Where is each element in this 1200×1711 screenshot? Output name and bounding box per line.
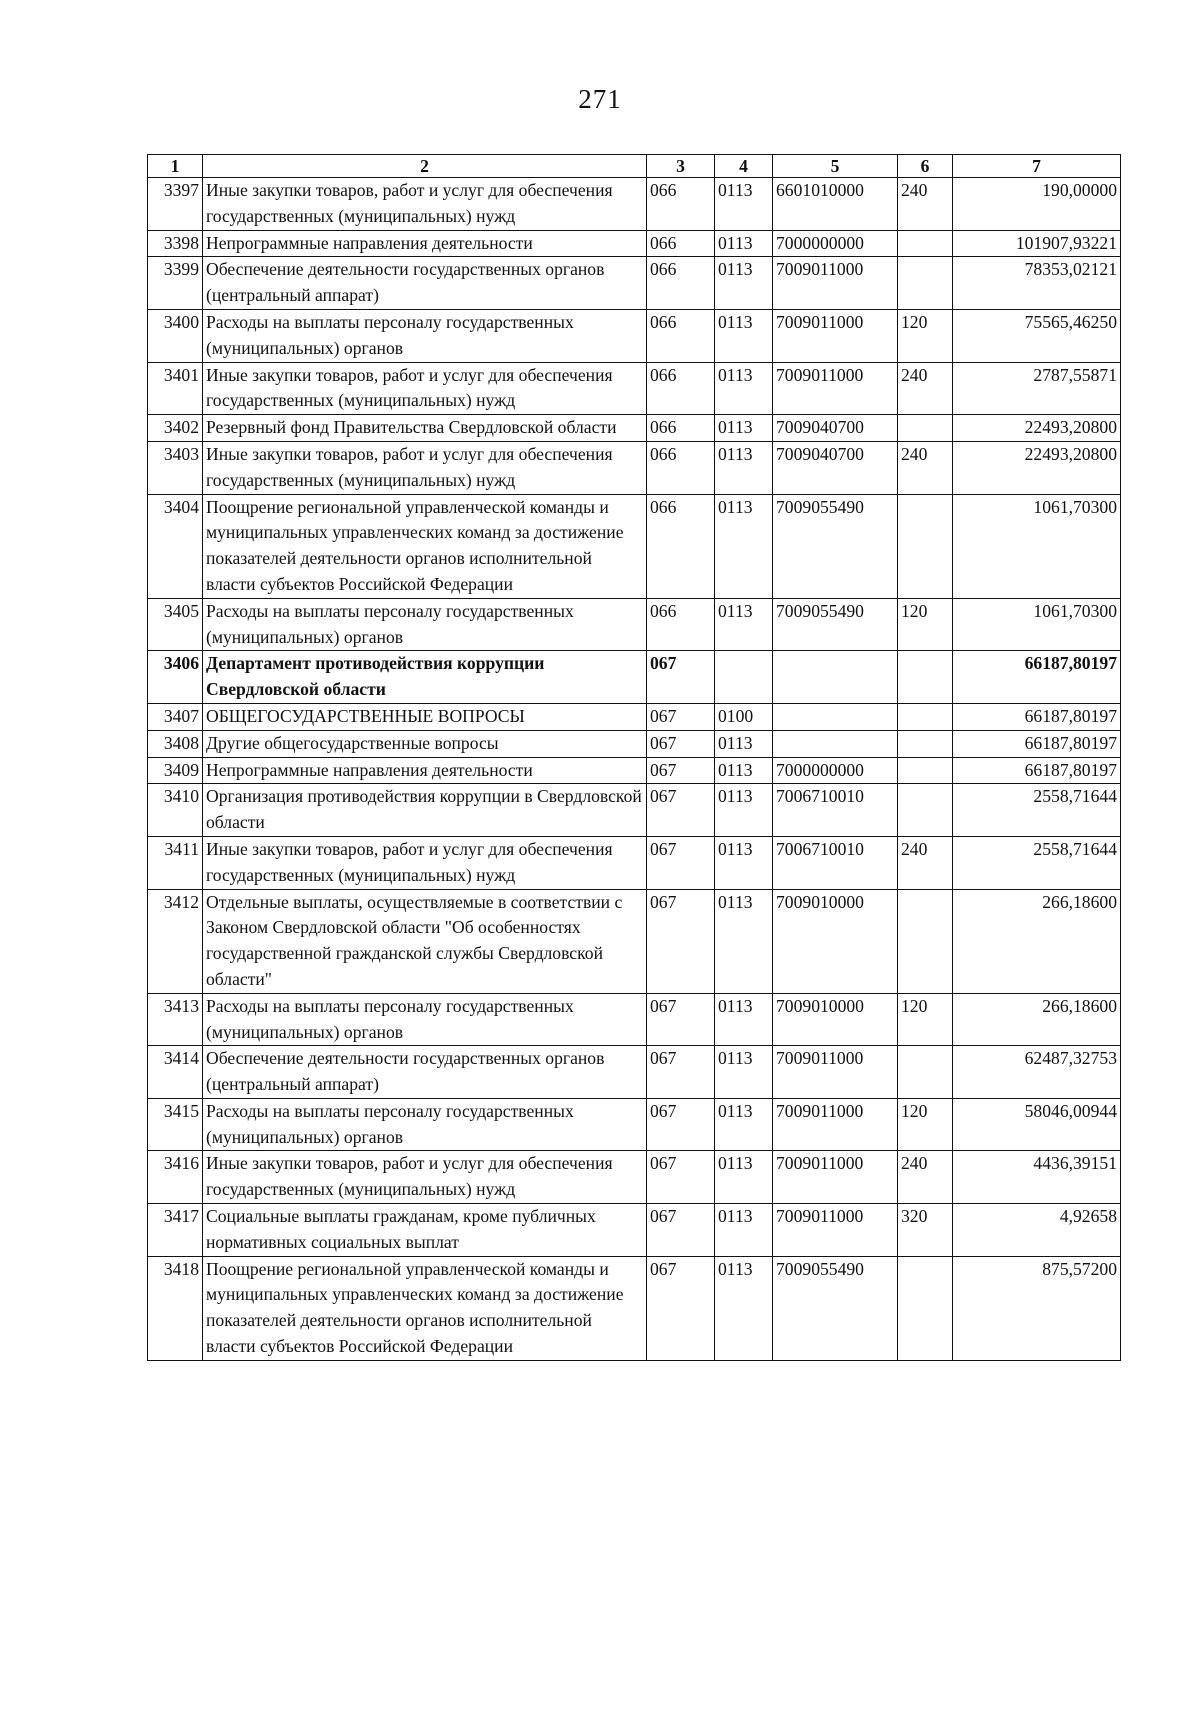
target-article-code: [773, 703, 898, 730]
expense-name: Непрограммные направления деятельности: [203, 230, 647, 257]
target-article-code: 7009010000: [773, 993, 898, 1046]
expense-type-code: [898, 257, 953, 310]
section-code: 0113: [715, 598, 773, 651]
expense-name: Иные закупки товаров, работ и услуг для обеспечения государственных (муниципальных) нужд: [203, 362, 647, 415]
target-article-code: 6601010000: [773, 178, 898, 231]
section-code: [715, 651, 773, 704]
expense-type-code: 120: [898, 598, 953, 651]
row-number: 3408: [148, 730, 203, 757]
row-number: 3416: [148, 1151, 203, 1204]
table-row: [148, 598, 1121, 651]
row-number: 3401: [148, 362, 203, 415]
table-row: [148, 230, 1121, 257]
header-col-3: 3: [647, 155, 715, 178]
target-article-code: 7009011000: [773, 1098, 898, 1151]
amount: 875,57200: [953, 1256, 1121, 1360]
expense-name: Расходы на выплаты персоналу государственных (муниципальных) органов: [203, 598, 647, 651]
header-col-6: 6: [898, 155, 953, 178]
amount: 22493,20800: [953, 441, 1121, 494]
section-code: 0113: [715, 1151, 773, 1204]
department-code: 066: [647, 257, 715, 310]
row-number: 3400: [148, 309, 203, 362]
section-code: 0113: [715, 1256, 773, 1360]
department-code: 066: [647, 309, 715, 362]
department-code: 067: [647, 730, 715, 757]
expense-type-code: 240: [898, 441, 953, 494]
expense-type-code: 240: [898, 1151, 953, 1204]
expense-name: Поощрение региональной управленческой команды и муниципальных управленческих команд за достижение показателей деятельности органов исполнительной власти субъектов Российской Федерации: [203, 494, 647, 598]
target-article-code: 7009011000: [773, 309, 898, 362]
target-article-code: 7009011000: [773, 362, 898, 415]
department-code: 066: [647, 494, 715, 598]
row-number: 3399: [148, 257, 203, 310]
department-code: 066: [647, 230, 715, 257]
header-col-7: 7: [953, 155, 1121, 178]
row-number: 3403: [148, 441, 203, 494]
expense-name: Иные закупки товаров, работ и услуг для обеспечения государственных (муниципальных) нужд: [203, 178, 647, 231]
target-article-code: 7000000000: [773, 230, 898, 257]
page-number: 271: [578, 84, 622, 114]
section-code: 0113: [715, 889, 773, 993]
department-code: 067: [647, 1098, 715, 1151]
table-row: [148, 784, 1121, 837]
row-number: 3414: [148, 1046, 203, 1099]
amount: 1061,70300: [953, 494, 1121, 598]
amount: 58046,00944: [953, 1098, 1121, 1151]
expense-name: Организация противодействия коррупции в Свердловской области: [203, 784, 647, 837]
table-row: [148, 993, 1121, 1046]
section-code: 0113: [715, 784, 773, 837]
expense-type-code: [898, 1046, 953, 1099]
expense-name: Поощрение региональной управленческой команды и муниципальных управленческих команд за достижение показателей деятельности органов исполнительной власти субъектов Российской Федерации: [203, 1256, 647, 1360]
expense-name: Отдельные выплаты, осуществляемые в соответствии с Законом Свердловской области "Об особенностях государственной гражданской службы Свердловской области": [203, 889, 647, 993]
section-code: 0113: [715, 1204, 773, 1257]
amount: 190,00000: [953, 178, 1121, 231]
table-row: [148, 1151, 1121, 1204]
amount: 66187,80197: [953, 703, 1121, 730]
expense-name: Социальные выплаты гражданам, кроме публичных нормативных социальных выплат: [203, 1204, 647, 1257]
table-row: [148, 1046, 1121, 1099]
amount: 101907,93221: [953, 230, 1121, 257]
section-code: 0113: [715, 494, 773, 598]
section-code: 0113: [715, 309, 773, 362]
row-number: 3415: [148, 1098, 203, 1151]
expense-name: Иные закупки товаров, работ и услуг для обеспечения государственных (муниципальных) нужд: [203, 836, 647, 889]
section-code: 0113: [715, 441, 773, 494]
row-number: 3397: [148, 178, 203, 231]
header-col-5: 5: [773, 155, 898, 178]
target-article-code: 7009011000: [773, 1046, 898, 1099]
section-code: 0113: [715, 757, 773, 784]
row-number: 3402: [148, 415, 203, 442]
department-code: 067: [647, 1256, 715, 1360]
expense-type-code: [898, 1256, 953, 1360]
expense-name: Обеспечение деятельности государственных органов (центральный аппарат): [203, 1046, 647, 1099]
expense-type-code: 120: [898, 309, 953, 362]
row-number: 3412: [148, 889, 203, 993]
expense-type-code: [898, 784, 953, 837]
amount: 4436,39151: [953, 1151, 1121, 1204]
expense-name: Расходы на выплаты персоналу государственных (муниципальных) органов: [203, 309, 647, 362]
target-article-code: 7009055490: [773, 1256, 898, 1360]
target-article-code: 7006710010: [773, 784, 898, 837]
row-number: 3409: [148, 757, 203, 784]
expense-name: Иные закупки товаров, работ и услуг для обеспечения государственных (муниципальных) нужд: [203, 441, 647, 494]
department-code: 067: [647, 757, 715, 784]
target-article-code: 7009010000: [773, 889, 898, 993]
target-article-code: 7009040700: [773, 441, 898, 494]
amount: 4,92658: [953, 1204, 1121, 1257]
expense-name: Обеспечение деятельности государственных органов (центральный аппарат): [203, 257, 647, 310]
expense-type-code: 120: [898, 1098, 953, 1151]
amount: 266,18600: [953, 993, 1121, 1046]
department-code: 067: [647, 1204, 715, 1257]
row-number: 3407: [148, 703, 203, 730]
expense-type-code: 240: [898, 362, 953, 415]
row-number: 3404: [148, 494, 203, 598]
budget-table: [147, 154, 1121, 1361]
amount: 266,18600: [953, 889, 1121, 993]
amount: 62487,32753: [953, 1046, 1121, 1099]
expense-type-code: 240: [898, 836, 953, 889]
department-code: 067: [647, 889, 715, 993]
department-code: 067: [647, 993, 715, 1046]
table-row: [148, 836, 1121, 889]
section-code: 0113: [715, 178, 773, 231]
target-article-code: 7009055490: [773, 494, 898, 598]
table-row: [148, 757, 1121, 784]
department-code: 067: [647, 836, 715, 889]
table-row: [148, 1256, 1121, 1360]
target-article-code: 7009011000: [773, 1204, 898, 1257]
target-article-code: 7009011000: [773, 1151, 898, 1204]
amount: 2787,55871: [953, 362, 1121, 415]
target-article-code: [773, 730, 898, 757]
header-col-1: 1: [148, 155, 203, 178]
expense-name: Непрограммные направления деятельности: [203, 757, 647, 784]
amount: 66187,80197: [953, 757, 1121, 784]
row-number: 3406: [148, 651, 203, 704]
section-code: 0100: [715, 703, 773, 730]
department-code: 067: [647, 1151, 715, 1204]
table-row: [148, 651, 1121, 704]
section-code: 0113: [715, 415, 773, 442]
target-article-code: 7009055490: [773, 598, 898, 651]
expense-name: Расходы на выплаты персоналу государственных (муниципальных) органов: [203, 993, 647, 1046]
expense-type-code: [898, 230, 953, 257]
row-number: 3410: [148, 784, 203, 837]
table-row: [148, 703, 1121, 730]
expense-name: Другие общегосударственные вопросы: [203, 730, 647, 757]
section-code: 0113: [715, 993, 773, 1046]
row-number: 3398: [148, 230, 203, 257]
section-code: 0113: [715, 230, 773, 257]
expense-type-code: [898, 651, 953, 704]
expense-name: Расходы на выплаты персоналу государственных (муниципальных) органов: [203, 1098, 647, 1151]
expense-type-code: 120: [898, 993, 953, 1046]
amount: 2558,71644: [953, 784, 1121, 837]
expense-name: Департамент противодействия коррупции Свердловской области: [203, 651, 647, 704]
expense-type-code: [898, 889, 953, 993]
expense-name: Резервный фонд Правительства Свердловской области: [203, 415, 647, 442]
amount: 2558,71644: [953, 836, 1121, 889]
row-number: 3405: [148, 598, 203, 651]
row-number: 3417: [148, 1204, 203, 1257]
amount: 66187,80197: [953, 730, 1121, 757]
section-code: 0113: [715, 362, 773, 415]
department-code: 066: [647, 598, 715, 651]
section-code: 0113: [715, 257, 773, 310]
department-code: 066: [647, 178, 715, 231]
department-code: 067: [647, 651, 715, 704]
department-code: 066: [647, 362, 715, 415]
department-code: 067: [647, 784, 715, 837]
table-row: [148, 1098, 1121, 1151]
header-col-2: 2: [203, 155, 647, 178]
expense-type-code: [898, 757, 953, 784]
expense-type-code: [898, 730, 953, 757]
header-row: [148, 155, 1121, 178]
table-row: [148, 362, 1121, 415]
section-code: 0113: [715, 730, 773, 757]
amount: 1061,70300: [953, 598, 1121, 651]
row-number: 3411: [148, 836, 203, 889]
expense-type-code: 240: [898, 178, 953, 231]
table-row: [148, 178, 1121, 231]
department-code: 067: [647, 703, 715, 730]
header-col-4: 4: [715, 155, 773, 178]
department-code: 066: [647, 441, 715, 494]
target-article-code: 7009040700: [773, 415, 898, 442]
section-code: 0113: [715, 1046, 773, 1099]
target-article-code: [773, 651, 898, 704]
target-article-code: 7006710010: [773, 836, 898, 889]
expense-type-code: [898, 415, 953, 442]
expense-name: Иные закупки товаров, работ и услуг для обеспечения государственных (муниципальных) нужд: [203, 1151, 647, 1204]
amount: 22493,20800: [953, 415, 1121, 442]
table-row: [148, 309, 1121, 362]
row-number: 3413: [148, 993, 203, 1046]
amount: 78353,02121: [953, 257, 1121, 310]
table-row: [148, 1204, 1121, 1257]
expense-name: ОБЩЕГОСУДАРСТВЕННЫЕ ВОПРОСЫ: [203, 703, 647, 730]
row-number: 3418: [148, 1256, 203, 1360]
section-code: 0113: [715, 1098, 773, 1151]
amount: 75565,46250: [953, 309, 1121, 362]
table-row: [148, 441, 1121, 494]
section-code: 0113: [715, 836, 773, 889]
table-row: [148, 730, 1121, 757]
table-row: [148, 415, 1121, 442]
table-row: [148, 494, 1121, 598]
expense-type-code: [898, 494, 953, 598]
department-code: 067: [647, 1046, 715, 1099]
department-code: 066: [647, 415, 715, 442]
expense-type-code: 320: [898, 1204, 953, 1257]
amount: 66187,80197: [953, 651, 1121, 704]
table-row: [148, 257, 1121, 310]
table-row: [148, 889, 1121, 993]
expense-type-code: [898, 703, 953, 730]
target-article-code: 7009011000: [773, 257, 898, 310]
target-article-code: 7000000000: [773, 757, 898, 784]
